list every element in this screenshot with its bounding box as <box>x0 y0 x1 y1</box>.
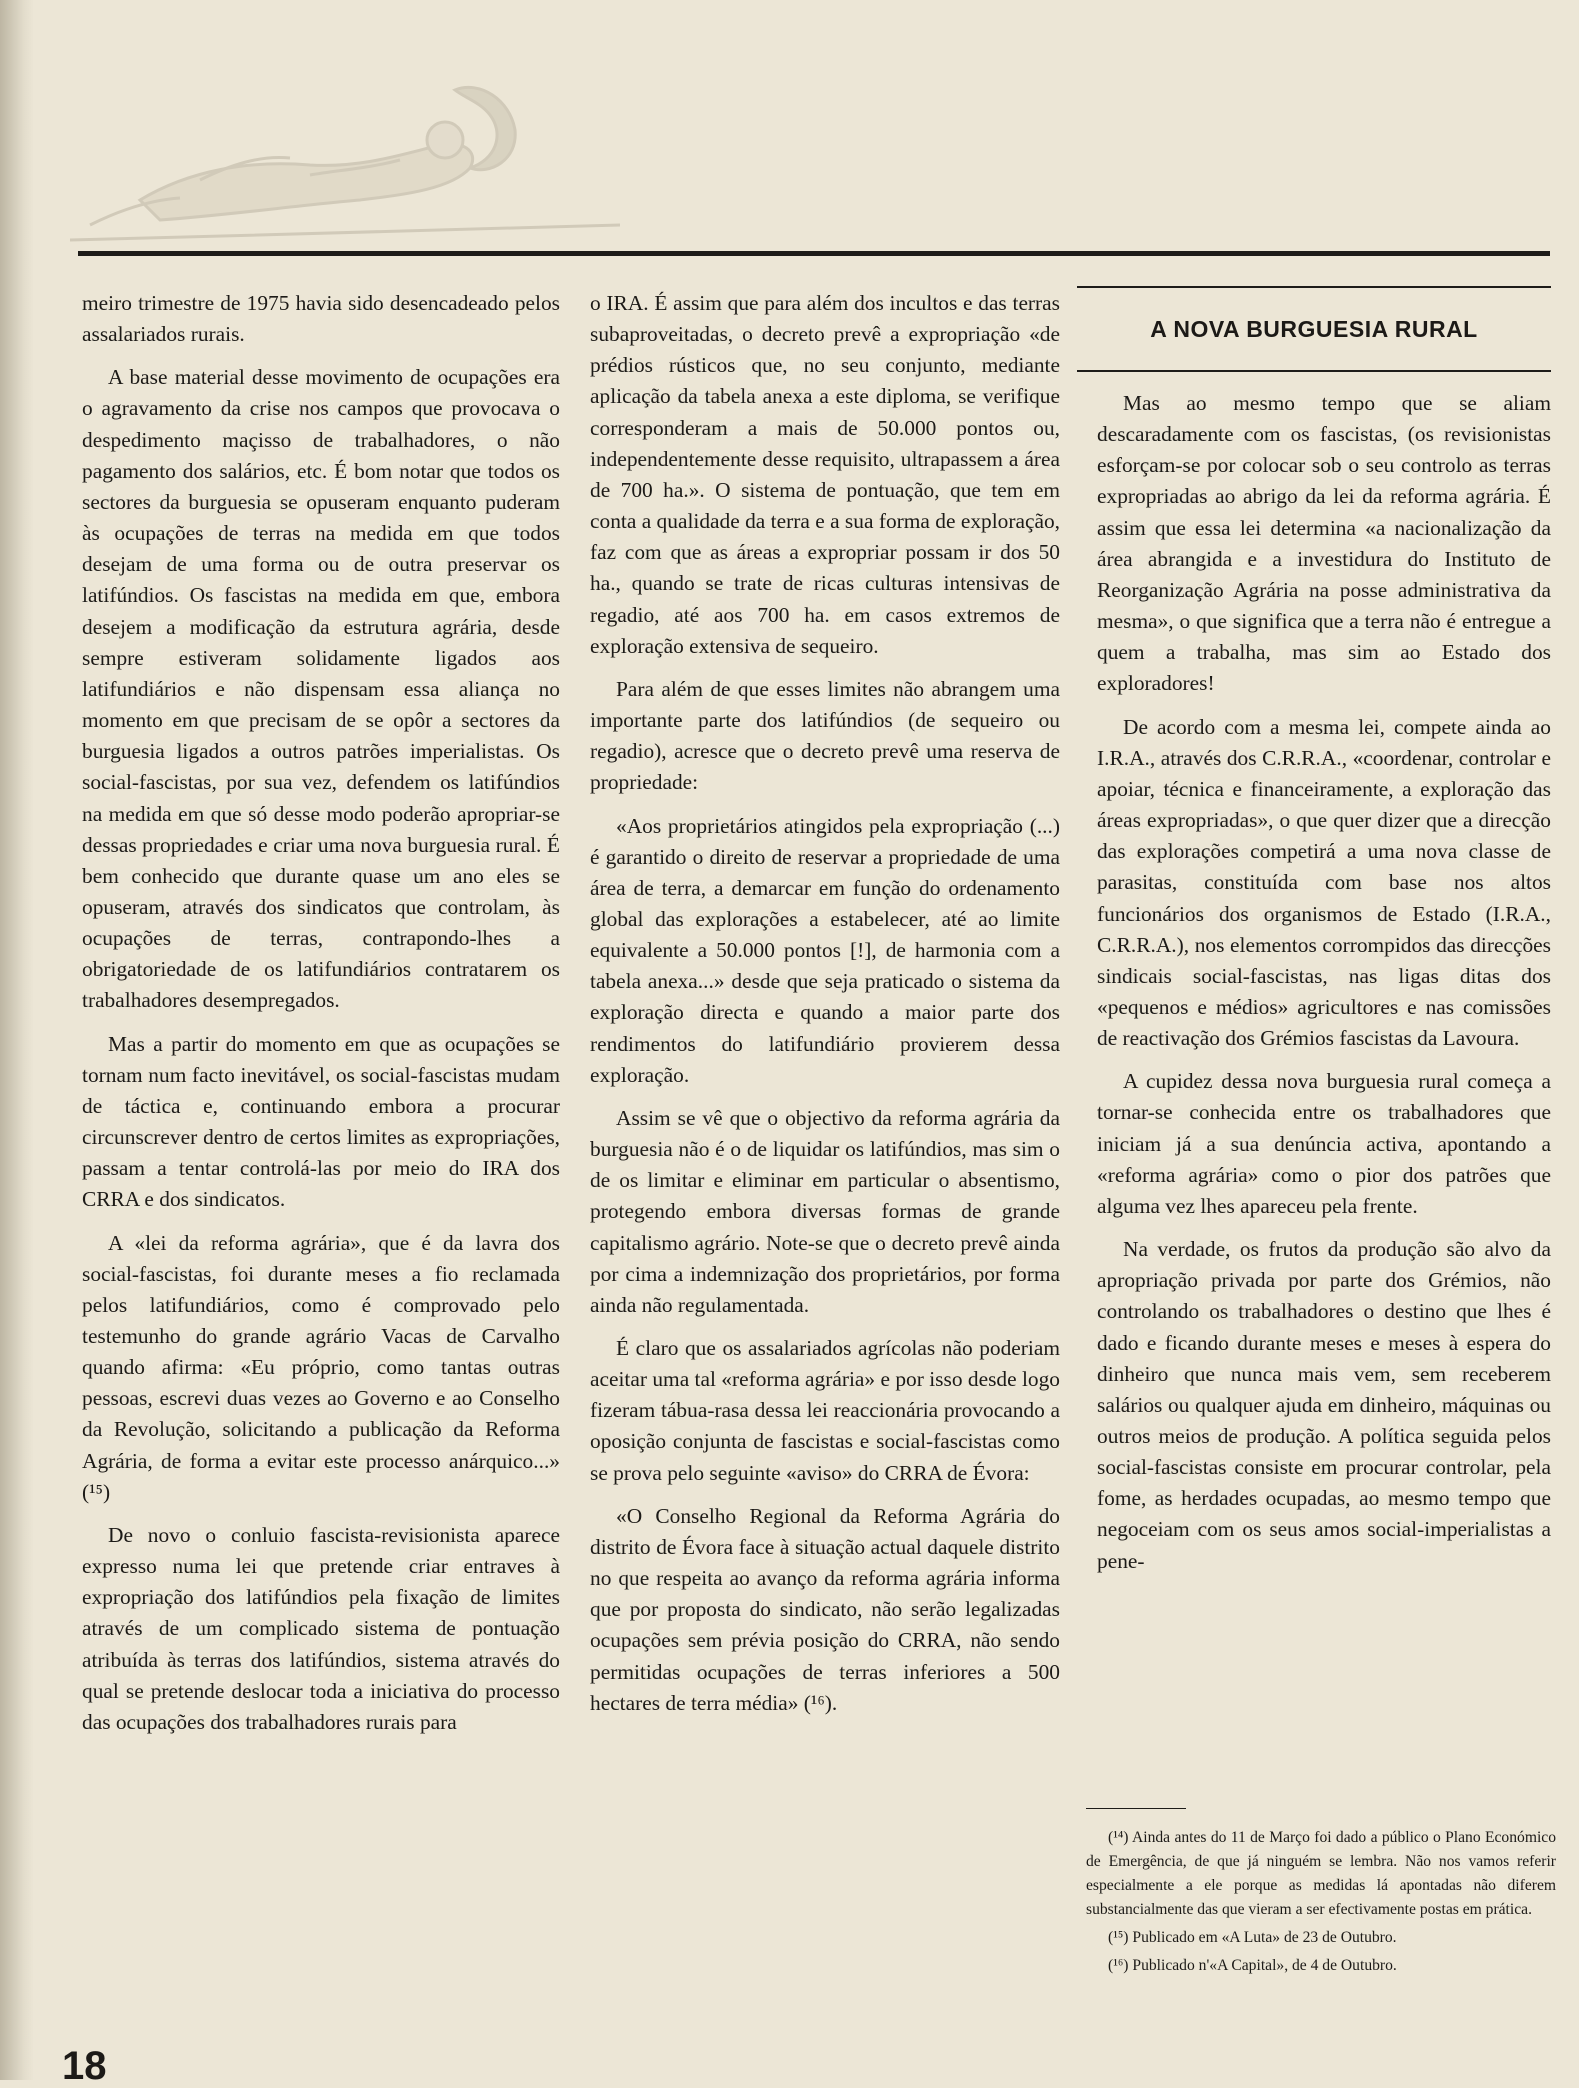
paragraph: Para além de que esses limites não abrangem uma importante parte dos latifúndios (de sequeiro ou regadio), acresce que o decreto prevê uma reserva de propriedade: <box>590 676 1060 795</box>
paragraph: A cupidez dessa nova burguesia rural começa a tornar-se conhecida entre os trabalhadores que iniciam já a sua denúncia activa, apontando a «reforma agrária» como o pior dos patrões que alguma vez lhes apareceu pela frente. <box>1097 1069 1551 1218</box>
footnotes <box>1086 1826 1556 1982</box>
paragraph: A «lei da reforma agrária», que é da lavra dos social-fascistas, foi durante meses a fio reclamada pelos latifundiários, como é comprovado pelo testemunho do grande agrário Vacas de Carvalho quando afirma: «Eu próprio, como tantas outras pessoas, escrevi duas vezes ao Governo e ao Conselho da Revolução, solicitando a publicação da Reforma Agrária, de forma a evitar este processo anárquico...» (¹⁵) <box>82 1230 560 1504</box>
footnote: (¹⁶) Publicado n'«A Capital», de 4 de Outubro. <box>1108 1957 1397 1974</box>
paragraph: De acordo com a mesma lei, compete ainda ao I.R.A., através dos C.R.R.A., «coordenar, controlar e apoiar, técnica e financeiramente, a exploração das áreas expropriadas», o que quer dizer que a direcção das explorações competirá a uma nova classe de parasitas, constituída com base nos altos funcionários dos organismos de Estado (I.R.A., C.R.R.A.), nos elementos corrompidos das direcções sindicais social-fascistas, nas ligas ditas dos «pequenos e médios» agricultores e nas comissões de reactivação dos Grémios fascistas da Lavoura. <box>1097 714 1551 1051</box>
paragraph: Mas a partir do momento em que as ocupações se tornam num facto inevitável, os social-fascistas mudam de táctica e, continuando embora a procurar circunscrever dentro de certos limites as expropriações, passam a tentar controlá-las por meio do IRA dos CRRA e dos sindicatos. <box>82 1031 560 1212</box>
paragraph: A base material desse movimento de ocupações era o agravamento da crise nos campos que provocava o despedimento maçisso de trabalhadores, o não pagamento dos salários, etc. É bom notar que todos os sectores da burguesia se opuseram enquanto puderam às ocupações de terras na medida em que todos desejam de uma forma ou de outra preservar os latifúndios. Os fascistas na medida em que, embora desejem a modificação da estrutura agrária, desde sempre estiveram solidamente ligados aos latifundiários e não dispensam essa aliança no momento em que precisam de se opôr a sectores da burguesia ligados a outros patrões imperialistas. Os social-fascistas, por sua vez, defendem os latifúndios na medida em que só desse modo poderão apropriar-se dessas propriedades e criar uma nova burguesia rural. É bem conhecido que durante quase um ano eles se opuseram, através dos sindicatos que controlam, às ocupações de terras, contrapondo-lhes a obrigatoriedade de os latifundiários contratarem os trabalhadores desempregados. <box>82 365 560 1013</box>
paragraph: meiro trimestre de 1975 havia sido desencadeado pelos assalariados rurais. <box>82 291 560 347</box>
footnote-rule <box>1086 1808 1186 1809</box>
paragraph: Assim se vê que o objectivo da reforma agrária da burguesia não é o de liquidar os latifúndios, mas sim o de os limitar e eliminar em particular o absentismo, protegendo embora diversas formas de grande capitalismo agrário. Note-se que o decreto prevê ainda por cima a indemnização dos proprietários, por forma ainda não regulamentada. <box>590 1105 1060 1317</box>
paragraph: «Aos proprietários atingidos pela expropriação (...) é garantido o direito de reservar a propriedade de uma área de terra, a demarcar em função do ordenamento global das explorações a estabelecer, até ao limite equivalente a 50.000 pontos [!], de harmonia com a tabela anexa...» desde que seja praticado o sistema da exploração directa e quando a maior parte dos rendimentos do latifundiário provierem dessa exploração. <box>590 813 1060 1087</box>
paragraph: É claro que os assalariados agrícolas não poderiam aceitar uma tal «reforma agrária» e por isso desde logo fizeram tábua-rasa dessa lei reaccionária provocando a oposição conjunta de fascistas e social-fascistas como se prova pelo seguinte «aviso» do CRRA de Évora: <box>590 1336 1060 1485</box>
page-binding-edge <box>0 0 34 2080</box>
text-column-2 <box>590 288 1060 1731</box>
text-column-1 <box>82 288 560 1750</box>
reclining-figure-with-crescent-moon-icon <box>60 50 700 250</box>
footnote: (¹⁴) Ainda antes do 11 de Março foi dado a público o Plano Económico de Emergência, de que já ninguém se lembra. Não nos vamos referir especialmente a ele porque as medidas lá apontadas não diferem substancialmente das que vieram a ser efectivamente postas em prática. <box>1086 1829 1556 1918</box>
section-title: A NOVA BURGUESIA RURAL <box>1150 315 1478 342</box>
section-heading-box <box>1077 286 1551 372</box>
paragraph: o IRA. É assim que para além dos incultos e das terras subaproveitadas, o decreto prevê a expropriação «de prédios rústicos que, no seu conjunto, mediante aplicação da tabela anexa a este diploma, se verifique corresponderam a mais de 50.000 pontos ou, independentemente desse requisito, ultrapassem a área de 700 ha.». O sistema de pontuação, que tem em conta a qualidade da terra e a sua forma de exploração, faz com que as áreas a expropriar possam ir dos 50 ha., quando se trate de ricas culturas intensivas de regadio, até aos 700 ha. em casos extremos de exploração extensiva de sequeiro. <box>590 291 1060 658</box>
paragraph: De novo o conluio fascista-revisionista aparece expresso numa lei que pretende criar entraves à expropriação dos latifúndios pela fixação de limites através de um complicado sistema de pontuação atribuída às terras dos latifúndios, sistema através do qual se pretende deslocar toda a iniciativa do processo das ocupações dos trabalhadores rurais para <box>82 1522 560 1734</box>
footnote: (¹⁵) Publicado em «A Luta» de 23 de Outubro. <box>1108 1929 1397 1946</box>
text-column-3 <box>1097 388 1551 1589</box>
paragraph: Na verdade, os frutos da produção são alvo da apropriação privada por parte dos Grémios, não controlando os trabalhadores o destino que lhes é dado e ficando durante meses e meses à espera do dinheiro que nunca mais vem, sem receberem salários ou qualquer ajuda em dinheiro, máquinas ou outros meios de produção. A política seguida pelos social-fascistas consiste em procurar controlar, pela fome, as herdades ocupadas, ao mesmo tempo que negoceiam com os seus amos social-imperialistas a pene- <box>1097 1237 1551 1573</box>
paragraph: Mas ao mesmo tempo que se aliam descaradamente com os fascistas, (os revisionistas esforçam-se por colocar sob o seu controlo as terras expropriadas ao abrigo da lei da reforma agrária. É assim que essa lei determina «a nacionalização da área abrangida e a investidura do Instituto de Reorganização Agrária na posse administrativa da mesma», o que significa que a terra não é entregue a quem a trabalha, mas sim ao Estado dos exploradores! <box>1097 391 1551 696</box>
header-rule <box>78 251 1550 256</box>
paragraph: «O Conselho Regional da Reforma Agrária do distrito de Évora face à situação actual daquele distrito no que respeita ao avanço da reforma agrária informa que por proposta do sindicato, não serão legalizadas ocupações sem prévia posição do CRRA, não sendo permitidas ocupações de terras inferiores a 500 hectares de terra média» (¹⁶). <box>590 1503 1060 1715</box>
page-number: 18 <box>62 2044 107 2088</box>
